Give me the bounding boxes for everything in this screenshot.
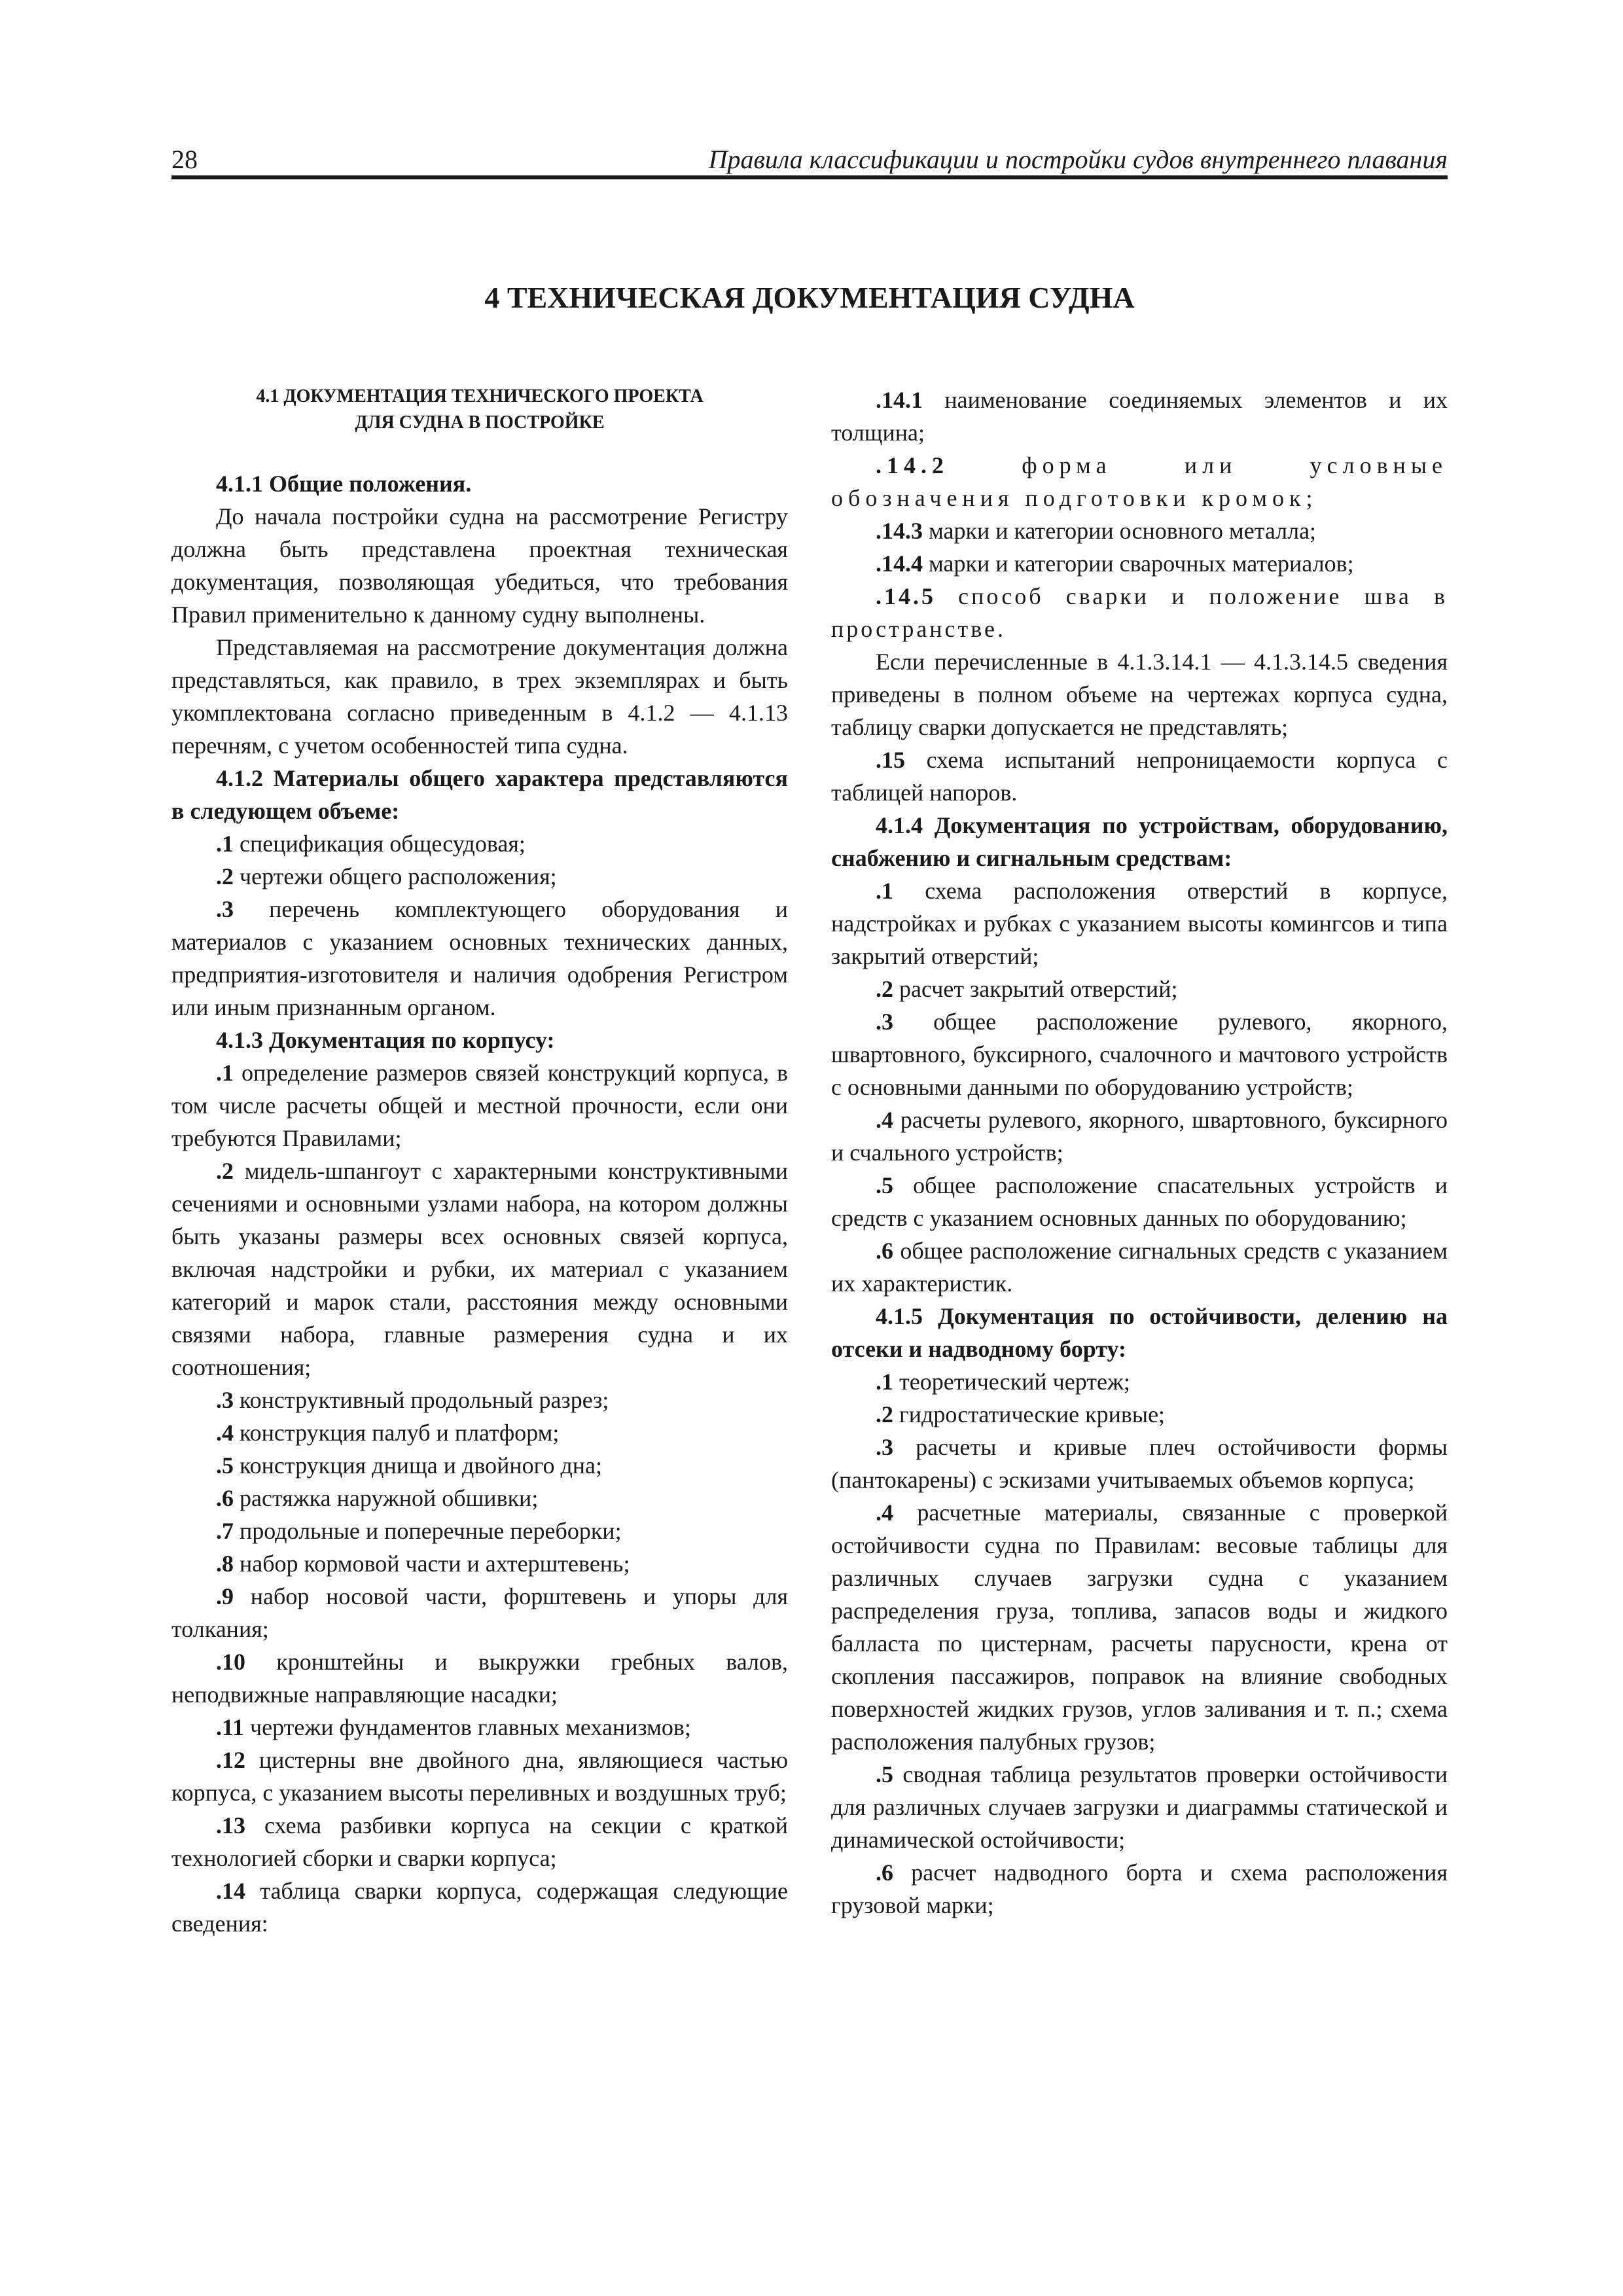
- list-item: .9 набор носовой части, форштевень и упоры для толкания;: [171, 1583, 788, 1642]
- list-item: .1 теоретический чертеж;: [876, 1369, 1130, 1395]
- list-item: .12 цистерны вне двойного дна, являющиеся частью корпуса, с указанием высоты переливных и воздушных труб;: [171, 1747, 788, 1806]
- s412-heading: 4.1.2 Материалы общего характера представляются в следующем объеме:: [171, 765, 788, 824]
- s411-paragraph-2: Представляемая на рассмотрение документация должна представляться, как правило, в трех экземплярах и быть укомплектована согласно приведенным в 4.1.2 — 4.1.13 перечням, с учетом особенностей типа судна.: [171, 634, 788, 759]
- s415-heading: 4.1.5 Документация по остойчивости, делению на отсеки и надводному борту:: [831, 1303, 1448, 1362]
- running-title: Правила классификации и постройки судов внутреннего плавания: [708, 145, 1448, 174]
- list-item: .4 конструкция палуб и платформ;: [216, 1420, 560, 1446]
- list-item: .14 таблица сварки корпуса, содержащая следующие сведения:: [171, 1878, 788, 1937]
- list-item: .3 перечень комплектующего оборудования и материалов с указанием основных технических данных, предприятия-изготовителя и наличия одобрения Регистром или иным признанным органом.: [171, 896, 788, 1020]
- s413-heading: 4.1.3 Документация по корпусу:: [216, 1027, 555, 1053]
- list-item: .8 набор кормовой части и ахтерштевень;: [216, 1551, 630, 1577]
- list-item: .5 общее расположение спасательных устройств и средств с указанием основных данных по оборудованию;: [831, 1172, 1448, 1231]
- page-header: [171, 143, 1448, 177]
- list-item: .3 общее расположение рулевого, якорного, швартовного, буксирного, счалочного и мачтового устройств с основными данными по оборудованию устройств;: [831, 1009, 1448, 1100]
- list-item: .2 гидростатические кривые;: [876, 1401, 1166, 1427]
- s413-note: Если перечисленные в 4.1.3.14.1 — 4.1.3.14.5 сведения приведены в полном объеме на чертежах корпуса судна, таблицу сварки допускается не представлять;: [831, 649, 1448, 740]
- right-column: [831, 384, 1448, 1922]
- list-item: .10 кронштейны и выкружки гребных валов, неподвижные направляющие насадки;: [171, 1649, 788, 1708]
- list-item: .14.4 марки и категории сварочных материалов;: [876, 550, 1354, 577]
- list-item: .4 расчетные материалы, связанные с проверкой остойчивости судна по Правилам: весовые таблицы для различных случаев загрузки судна с указанием распределения груза, топлива, запасов воды и жидкого балласта по цистернам, расчеты парусности, крена от скопления пассажиров, поправок на влияние свободных поверхностей жидких грузов, углов заливания и т. п.; схема расположения палубных грузов;: [831, 1499, 1448, 1755]
- list-item: .3 конструктивный продольный разрез;: [216, 1387, 609, 1413]
- s411-heading: 4.1.1 Общие положения.: [216, 471, 472, 497]
- list-item: .14.2 форма или условные обозначения подготовки кромок;: [831, 452, 1448, 511]
- list-item: .1 спецификация общесудовая;: [216, 831, 526, 857]
- list-item: .1 схема расположения отверстий в корпусе, надстройках и рубках с указанием высоты комингсов и типа закрытий отверстий;: [831, 878, 1448, 969]
- section-title-line-2: ДЛЯ СУДНА В ПОСТРОЙКЕ: [355, 412, 605, 433]
- list-item: .6 расчет надводного борта и схема расположения грузовой марки;: [831, 1859, 1448, 1918]
- left-column: [171, 384, 788, 1940]
- list-item: .6 растяжка наружной обшивки;: [216, 1485, 539, 1511]
- list-item: .2 расчет закрытий отверстий;: [876, 976, 1178, 1002]
- list-item: .14.1 наименование соединяемых элементов и их толщина;: [831, 387, 1448, 446]
- list-item: .6 общее расположение сигнальных средств с указанием их характеристик.: [831, 1238, 1448, 1297]
- page-number: 28: [171, 145, 198, 174]
- list-item: .14.3 марки и категории основного металла;: [876, 518, 1317, 544]
- list-item: .14.5 способ сварки и положение шва в пространстве.: [831, 583, 1448, 642]
- section-title: [171, 384, 788, 436]
- list-item: .5 конструкция днища и двойного дна;: [216, 1452, 603, 1479]
- chapter-title: 4 ТЕХНИЧЕСКАЯ ДОКУМЕНТАЦИЯ СУДНА: [484, 281, 1135, 314]
- list-item: .3 расчеты и кривые плеч остойчивости формы (пантокарены) с эскизами учитываемых объемов корпуса;: [831, 1434, 1448, 1493]
- list-item: .5 сводная таблица результатов проверки остойчивости для различных случаев загрузки и диаграммы статической и динамической остойчивости;: [831, 1761, 1448, 1853]
- s411-paragraph-1: До начала постройки судна на рассмотрение Регистру должна быть представлена проектная техническая документация, позволяющая убедиться, что требования Правил применительно к данному судну выполнены.: [171, 503, 788, 628]
- section-title-line-1: 4.1 ДОКУМЕНТАЦИЯ ТЕХНИЧЕСКОГО ПРОЕКТА: [256, 386, 704, 406]
- s414-heading: 4.1.4 Документация по устройствам, оборудованию, снабжению и сигнальным средствам:: [831, 812, 1448, 871]
- list-item: .7 продольные и поперечные переборки;: [216, 1518, 622, 1544]
- list-item: .11 чертежи фундаментов главных механизмов;: [216, 1714, 691, 1740]
- list-item: .2 мидель-шпангоут с характерными конструктивными сечениями и основными узлами набора, на котором должны быть указаны размеры всех основных связей корпуса, включая надстройки и рубки, их материал с указанием категорий и марок стали, расстояния между основными связями набора, главные размерения судна и их соотношения;: [171, 1158, 788, 1380]
- list-item: .4 расчеты рулевого, якорного, швартовного, буксирного и счального устройств;: [831, 1107, 1448, 1166]
- list-item: .1 определение размеров связей конструкций корпуса, в том числе расчеты общей и местной прочности, если они требуются Правилами;: [171, 1060, 788, 1151]
- list-item: .13 схема разбивки корпуса на секции с краткой технологией сборки и сварки корпуса;: [171, 1812, 788, 1871]
- header-rule: [171, 175, 1448, 179]
- list-item: .2 чертежи общего расположения;: [216, 863, 557, 889]
- list-item: .15 схема испытаний непроницаемости корпуса с таблицей напоров.: [831, 747, 1448, 806]
